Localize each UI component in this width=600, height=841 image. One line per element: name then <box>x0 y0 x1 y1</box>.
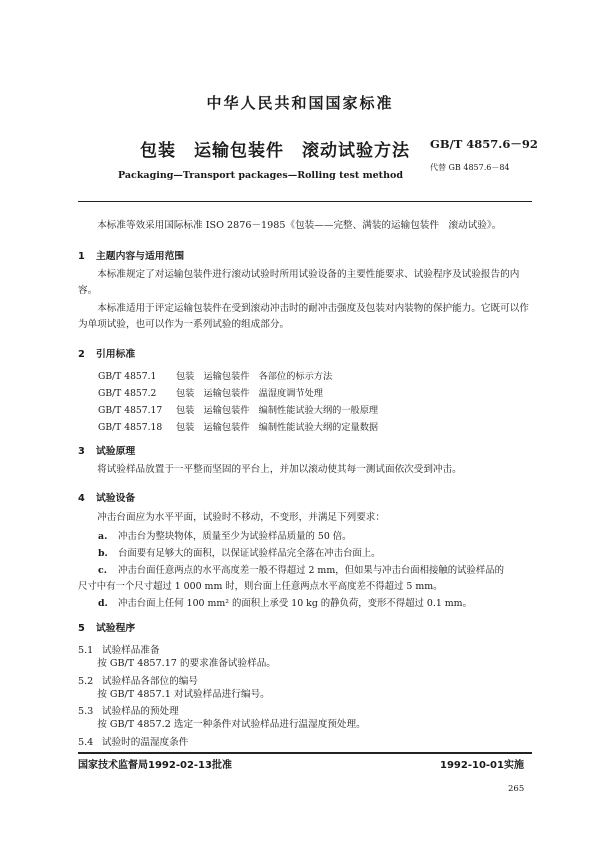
subsection-5-3-body: 按 GB/T 4857.2 选定一种条件对试验样品进行温湿度预处理。 <box>97 719 366 730</box>
reference-code: GB/T 4857.17 <box>98 405 163 416</box>
reference-title: 包装 运输包装件 温湿度调节处理 <box>176 388 323 399</box>
section-3-heading <box>78 443 135 457</box>
reference-item <box>98 368 332 382</box>
section-4-heading <box>78 490 135 504</box>
replaces-note: 代替 GB 4857.6－84 <box>430 163 510 172</box>
section-4-paragraph: 冲击台面应为水平平面，试验时不移动，不变形，并满足下列要求： <box>97 512 385 523</box>
section-number: 1 <box>78 251 85 262</box>
item-text: 冲击台为整块物体，质量至少为试验样品质量的 50 倍。 <box>118 531 352 542</box>
section-number: 4 <box>78 493 85 504</box>
reference-item <box>98 419 378 433</box>
requirement-item-b <box>98 545 381 559</box>
effective-date: 1992-10-01实施 <box>440 760 524 771</box>
subsection-5-1 <box>78 642 160 656</box>
requirement-item-c-continued: 尺寸中有一个尺寸超过 1 000 mm 时，则台面上任意两点水平高度差不得超过 5 mm。 <box>78 581 443 592</box>
subsection-number: 5.4 <box>78 737 94 748</box>
reference-title: 包装 运输包装件 编制性能试验大纲的定量数据 <box>176 422 379 433</box>
page-number: 265 <box>508 784 525 794</box>
english-title: Packaging—Transport packages—Rolling test method <box>118 170 403 181</box>
reference-title: 包装 运输包装件 各部位的标示方法 <box>176 371 333 382</box>
reference-item <box>98 385 323 399</box>
reference-code: GB/T 4857.1 <box>98 371 157 382</box>
intro-paragraph: 本标准等效采用国际标准 ISO 2876－1985《包装——完整、满装的运输包装件 滚动试验》。 <box>97 220 502 231</box>
section-5-heading <box>78 620 135 634</box>
subsection-number: 5.1 <box>78 645 94 656</box>
subsection-title: 试验样品各部位的编号 <box>102 676 198 687</box>
section-number: 5 <box>78 623 85 634</box>
reference-code: GB/T 4857.2 <box>98 388 157 399</box>
subsection-5-3 <box>78 703 179 717</box>
item-label: b. <box>98 548 108 559</box>
section-1-heading <box>78 248 184 262</box>
section-title: 试验程序 <box>96 623 136 634</box>
requirement-item-d <box>98 595 472 609</box>
section-title: 试验设备 <box>96 493 136 504</box>
subsection-5-2-body: 按 GB/T 4857.1 对试验样品进行编号。 <box>97 689 270 700</box>
section-number: 2 <box>78 349 85 360</box>
section-1-paragraph-1: 本标准规定了对运输包装件进行滚动试验时所用试验设备的主要性能要求、试验程序及试验报告的内容。 <box>78 269 520 296</box>
reference-code: GB/T 4857.18 <box>98 422 163 433</box>
subsection-title: 试验时的温湿度条件 <box>102 737 189 748</box>
item-label: c. <box>98 565 107 576</box>
document-title: 包装 运输包装件 滚动试验方法 <box>140 141 410 161</box>
subsection-number: 5.2 <box>78 676 94 687</box>
subsection-number: 5.3 <box>78 706 94 717</box>
section-title: 主题内容与适用范围 <box>96 251 185 262</box>
section-1-paragraph-2: 本标准适用于评定运输包装件在受到滚动冲击时的耐冲击强度及包装对内装物的保护能力。它既可以作为单项试验，也可以作为一系列试验的组成部分。 <box>78 303 529 330</box>
reference-item <box>98 402 378 416</box>
section-3-paragraph: 将试验样品放置于一平整而坚固的平台上，并加以滚动使其每一测试面依次受到冲击。 <box>97 464 462 475</box>
subsection-5-2 <box>78 673 198 687</box>
header-rule <box>78 201 532 202</box>
subsection-5-1-body: 按 GB/T 4857.17 的要求准备试验样品。 <box>97 658 276 669</box>
section-2-heading <box>78 346 135 360</box>
section-title: 引用标准 <box>96 349 136 360</box>
subsection-title: 试验样品的预处理 <box>102 706 179 717</box>
national-standard-heading: 中华人民共和国国家标准 <box>206 94 394 112</box>
reference-title: 包装 运输包装件 编制性能试验大纲的一般原理 <box>176 405 379 416</box>
item-text: 台面要有足够大的面积，以保证试验样品完全落在冲击台面上。 <box>118 548 381 559</box>
section-number: 3 <box>78 446 85 457</box>
subsection-5-4 <box>78 734 188 748</box>
section-title: 试验原理 <box>96 446 136 457</box>
item-label: a. <box>98 531 108 542</box>
footer-rule <box>78 752 532 754</box>
item-text: 冲击台面上任何 100 mm² 的面积上承受 10 kg 的静负荷，变形不得超过 0.1 mm。 <box>118 598 472 609</box>
requirement-item-a <box>98 528 352 542</box>
approval-line: 国家技术监督局1992-02-13批准 <box>78 760 232 771</box>
item-label: d. <box>98 598 108 609</box>
standard-number: GB/T 4857.6－92 <box>430 137 538 151</box>
requirement-item-c <box>98 562 504 576</box>
item-text: 冲击台面任意两点的水平高度差一般不得超过 2 mm，但如果与冲击台面相接触的试验样品的 <box>118 565 504 576</box>
subsection-title: 试验样品准备 <box>102 645 160 656</box>
